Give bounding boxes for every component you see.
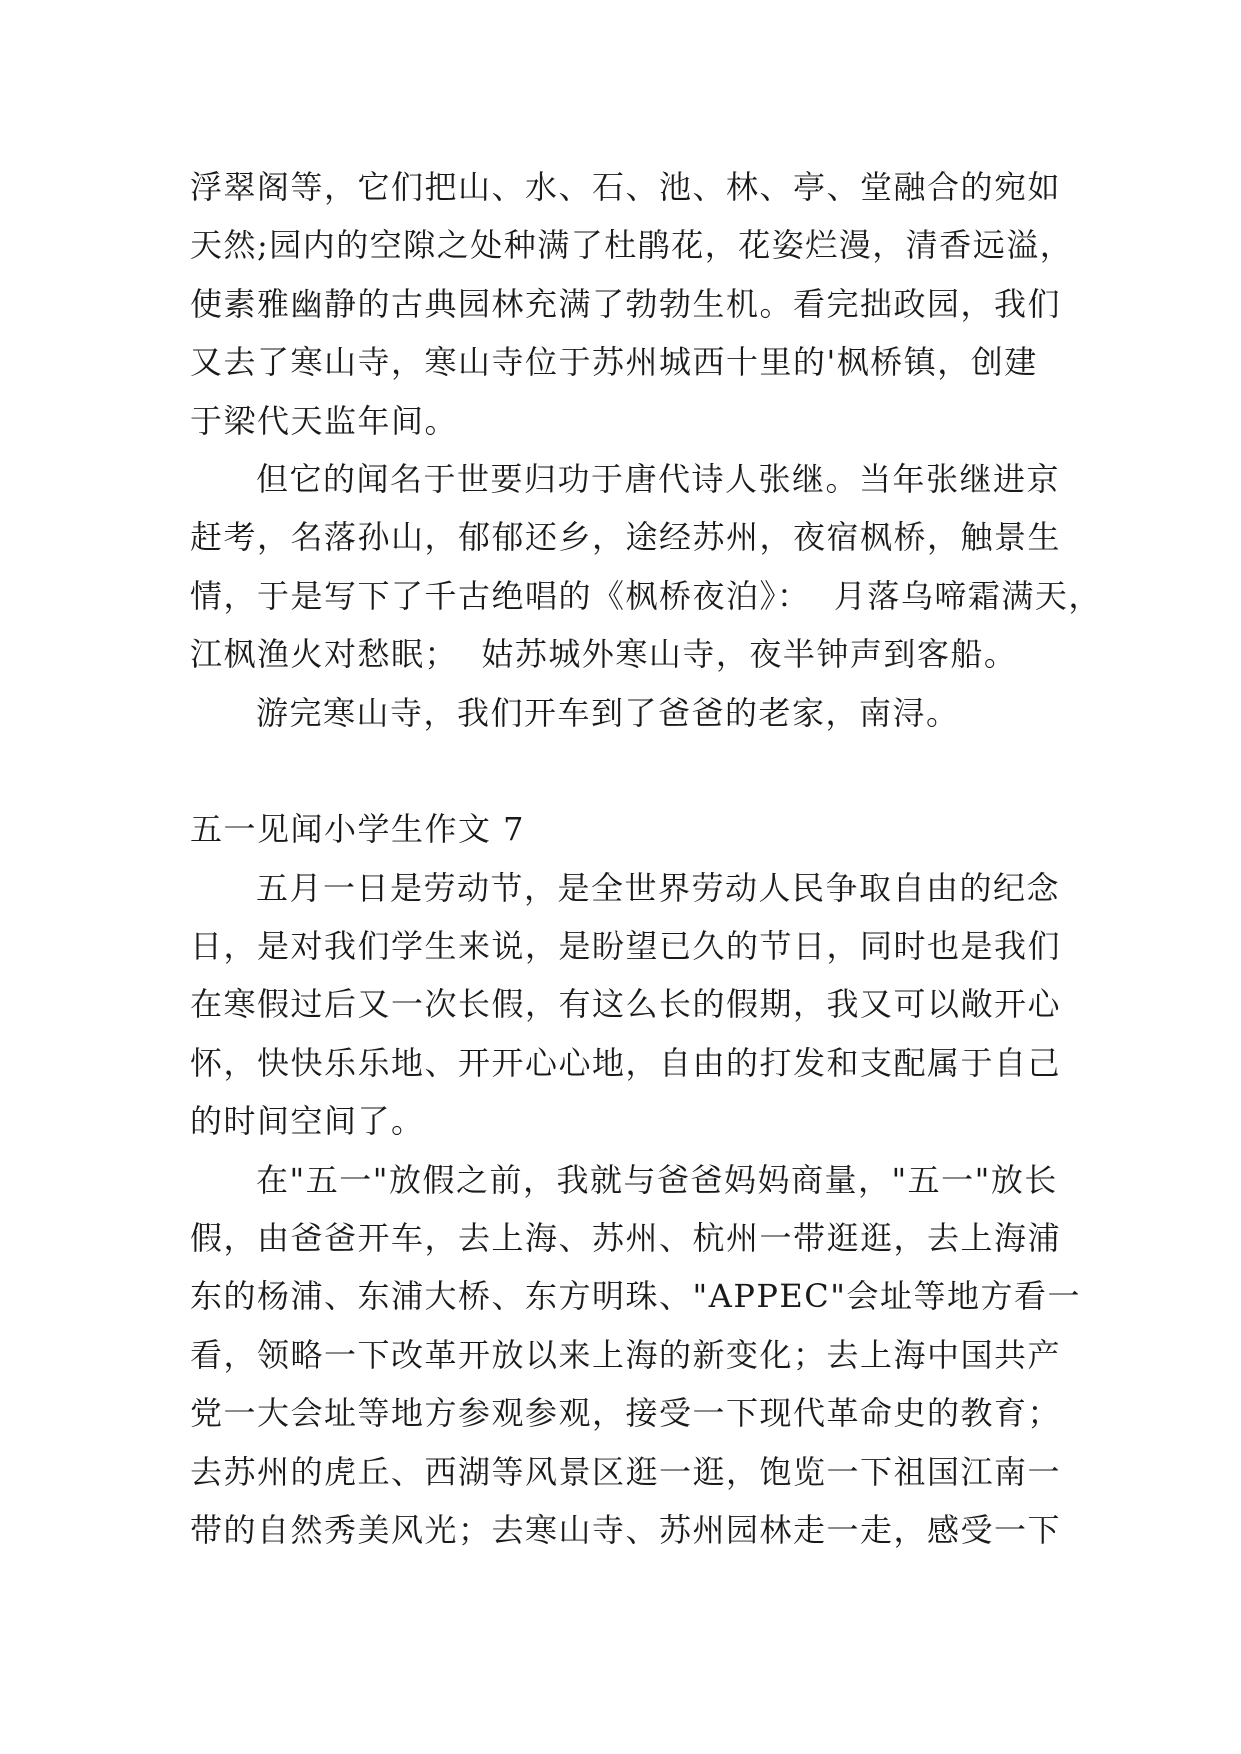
text-line: 日，是对我们学生来说，是盼望已久的节日，同时也是我们 xyxy=(190,927,1062,966)
text-line: 假，由爸爸开车，去上海、苏州、杭州一带逛逛，去上海浦 xyxy=(190,1219,1062,1258)
paragraph-5 xyxy=(190,1151,1081,1560)
text-line: 在"五一"放假之前，我就与爸爸妈妈商量，"五一"放长 xyxy=(256,1160,1058,1199)
paragraph-2 xyxy=(190,450,1102,684)
paragraph-4 xyxy=(190,859,1060,1151)
text-line: 党一大会址等地方参观参观，接受一下现代革命史的教育； xyxy=(190,1394,1062,1433)
text-line: 但它的闻名于世要归功于唐代诗人张继。当年张继进京 xyxy=(256,459,1061,498)
text-line: 使素雅幽静的古典园林充满了勃勃生机。看完拙政园，我们 xyxy=(190,284,1062,323)
text-line: 去苏州的虎丘、西湖等风景区逛一逛，饱览一下祖国江南一 xyxy=(190,1452,1062,1491)
paragraph-1 xyxy=(190,158,1074,450)
heading-line: 五一见闻小学生作文 7 xyxy=(190,810,526,849)
text-line: 五月一日是劳动节，是全世界劳动人民争取自由的纪念 xyxy=(256,868,1061,907)
text-line: 情，于是写下了千古绝唱的《枫桥夜泊》： 月落乌啼霜满天， xyxy=(190,576,1102,615)
text-line: 赶考，名落孙山，郁郁还乡，途经苏州，夜宿枫桥，触景生 xyxy=(190,518,1062,557)
text-line: 游完寒山寺，我们开车到了爸爸的老家，南浔。 xyxy=(256,693,960,732)
text-line: 天然;园内的空隙之处种满了杜鹃花，花姿烂漫，清香远溢， xyxy=(190,226,1074,265)
text-line: 带的自然秀美风光；去寒山寺、苏州园林走一走，感受一下 xyxy=(190,1510,1062,1549)
text-line: 怀，快快乐乐地、开开心心地，自由的打发和支配属于自己 xyxy=(190,1043,1062,1082)
text-line: 于梁代天监年间。 xyxy=(190,401,459,440)
text-line: 的时间空间了。 xyxy=(190,1102,425,1141)
text-line: 浮翠阁等，它们把山、水、石、池、林、亭、堂融合的宛如 xyxy=(190,168,1062,206)
section-spacer xyxy=(190,742,1060,800)
text-line: 看，领略一下改革开放以来上海的新变化；去上海中国共产 xyxy=(190,1335,1062,1374)
document-body xyxy=(190,158,1102,1559)
text-line: 在寒假过后又一次长假，有这么长的假期，我又可以敞开心 xyxy=(190,985,1062,1024)
paragraph-3 xyxy=(190,684,1060,742)
text-line: 又去了寒山寺，寒山寺位于苏州城西十里的'枫桥镇，创建 xyxy=(190,343,1038,382)
section-heading xyxy=(190,800,1060,858)
text-line: 东的杨浦、东浦大桥、东方明珠、"APPEC"会址等地方看一 xyxy=(190,1277,1081,1316)
text-line: 江枫渔火对愁眠； 姑苏城外寒山寺，夜半钟声到客船。 xyxy=(190,635,1018,674)
